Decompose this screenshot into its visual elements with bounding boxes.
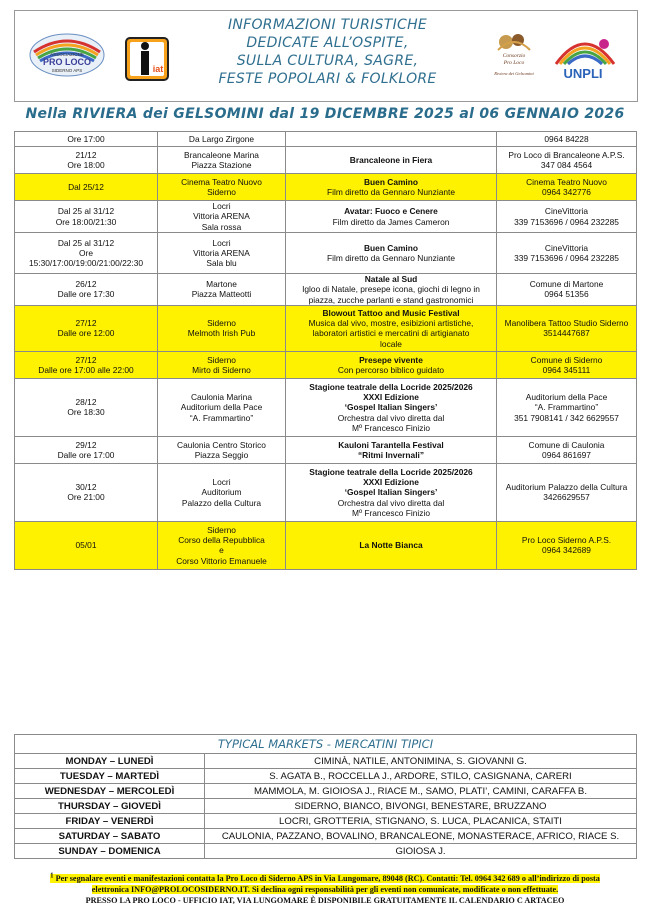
- event-contact-line: “A. Frammartino”: [534, 402, 599, 413]
- event-place-line: Sala rossa: [201, 221, 242, 232]
- footer-text-2a: elettronica: [91, 884, 131, 894]
- event-title-cell: [286, 378, 497, 436]
- event-description: locale: [380, 338, 402, 349]
- event-contact-line: 0964 342776: [542, 187, 591, 197]
- event-contact-line: Pro Loco di Brancaleone A.P.S.: [508, 149, 625, 160]
- event-title-cell: [286, 305, 497, 351]
- consorzio-logo-line2: Pro Loco: [503, 60, 525, 66]
- event-place-line: Martone: [206, 279, 237, 290]
- market-day: SUNDAY – DOMENICA: [15, 844, 205, 859]
- event-date-line: 29/12: [75, 439, 97, 450]
- proloco-logo-line3: SIDERNO APS: [51, 68, 83, 73]
- event-title: Kauloni Tarantella Festival: [338, 439, 444, 450]
- event-contact-line: 339 7153696 / 0964 232285: [514, 253, 619, 263]
- footer-text-1: Per segnalare eventi e manifestazioni contatta la Pro Loco di Siderno APS in Via Lungomare, 89048 (RC). Contatti: Tel. 0964 342 689 o all’indirizzo di posta: [55, 873, 600, 883]
- event-row: [15, 305, 637, 351]
- event-place-line: Piazza Seggio: [194, 449, 249, 460]
- event-contact: [497, 305, 637, 351]
- event-place: [158, 132, 286, 147]
- event-place: [158, 274, 286, 306]
- event-date-line: Dalle ore 17:00: [57, 449, 115, 460]
- event-contact-line: Comune di Siderno: [530, 354, 603, 365]
- title-line-1: INFORMAZIONI TURISTICHE: [227, 17, 428, 33]
- market-row: [15, 829, 637, 844]
- market-towns: LOCRI, GROTTERIA, STIGNANO, S. LUCA, PLACANICA, STAITI: [205, 814, 637, 829]
- event-contact-line: Cinema Teatro Nuovo: [526, 176, 607, 187]
- event-contact-line: Pro Loco Siderno A.P.S.: [521, 535, 612, 546]
- market-towns: SIDERNO, BIANCO, BIVONGI, BENESTARE, BRUZZANO: [205, 799, 637, 814]
- event-contact-line: 351 7908141 / 342 6629557: [514, 412, 619, 423]
- event-date-line: Dalle ore 12:00: [57, 328, 115, 339]
- event-title: Stagione teatrale della Locride 2025/2026: [309, 381, 473, 392]
- footnote-mark: 1: [50, 872, 54, 879]
- footer-text-2b: . Si declina ogni responsabilità per gli eventi non comunicate, modificate o non effettuate.: [247, 884, 559, 894]
- market-towns: GIOIOSA J.: [205, 844, 637, 859]
- event-contact-line: 347 084 4564: [540, 160, 593, 170]
- event-contact: [497, 174, 637, 201]
- event-subtitle: “Ritmi Invernali”: [357, 449, 425, 460]
- event-row: [15, 436, 637, 463]
- market-day: FRIDAY – VENERDÌ: [15, 814, 205, 829]
- event-contact: [497, 436, 637, 463]
- event-row: [15, 132, 637, 147]
- event-contact: [497, 147, 637, 174]
- event-title: Natale al Sud: [364, 274, 418, 284]
- event-date-line: 30/12: [75, 482, 97, 493]
- event-contact-line: 0964 84228: [544, 133, 589, 144]
- footer-line-2: [14, 884, 636, 895]
- event-row: [15, 274, 637, 306]
- event-contact-line: 0964 345111: [542, 364, 591, 375]
- event-place: [158, 351, 286, 378]
- event-place-line: Locri: [212, 237, 231, 248]
- market-row: [15, 799, 637, 814]
- event-place-line: e: [219, 545, 224, 556]
- event-description: Mº Francesco Finizio: [352, 422, 430, 433]
- date-range-subtitle: Nella RIVIERA dei GELSOMINI dal 19 DICEMBRE 2025 al 06 GENNAIO 2026: [25, 106, 625, 122]
- event-description: Orchestra dal vivo diretta dal: [337, 412, 445, 423]
- event-title: Brancaleone in Fiera: [349, 154, 433, 165]
- footer-note: [14, 870, 636, 906]
- event-place-line: Siderno: [207, 354, 236, 365]
- market-day: THURSDAY – GIOVEDÌ: [15, 799, 205, 814]
- event-place: [158, 378, 286, 436]
- event-description: Film diretto da Gennaro Nunziante: [326, 187, 456, 197]
- event-place: [158, 147, 286, 174]
- event-contact-line: 3514447687: [543, 328, 590, 339]
- event-place-line: Siderno: [207, 524, 236, 535]
- event-date: [15, 174, 158, 201]
- market-row: [15, 784, 637, 799]
- event-date-line: Dalle ore 17:00 alle 22:00: [38, 364, 134, 375]
- event-description: Igloo di Natale, presepe icona, giochi di legno in: [302, 284, 480, 295]
- event-title-cell: [286, 436, 497, 463]
- event-place-line: Mirto di Siderno: [192, 364, 251, 375]
- consorzio-logo: [486, 30, 542, 80]
- event-place-line: Piazza Stazione: [191, 160, 252, 170]
- event-description: Orchestra dal vivo diretta dal: [337, 497, 445, 508]
- events-table: [14, 131, 637, 570]
- markets-title: TYPICAL MARKETS - MERCATINI TIPICI: [15, 735, 637, 754]
- event-date-line: 26/12: [75, 279, 97, 290]
- event-place-line: Da Largo Zirgone: [188, 133, 255, 144]
- event-row: [15, 378, 637, 436]
- unpli-logo-text: UNPLI: [563, 66, 603, 81]
- event-date-line: Ore 17:00: [67, 133, 105, 144]
- event-contact-line: 339 7153696 / 0964 232285: [514, 216, 619, 227]
- event-contact: [497, 521, 637, 569]
- event-place: [158, 201, 286, 233]
- event-place-line: Vittoria ARENA: [193, 247, 250, 258]
- event-description: Mº Francesco Finizio: [352, 507, 430, 518]
- page-title: [175, 16, 480, 88]
- event-date-line: 15:30/17:00/19:00/21:00/22:30: [28, 258, 144, 269]
- event-place-line: Cinema Teatro Nuovo: [181, 176, 262, 187]
- market-row: [15, 844, 637, 859]
- event-place-line: Locri: [212, 201, 231, 212]
- market-row: [15, 769, 637, 784]
- event-date: [15, 305, 158, 351]
- event-place: [158, 521, 286, 569]
- event-row: [15, 521, 637, 569]
- market-day: WEDNESDAY – MERCOLEDÌ: [15, 784, 205, 799]
- event-date: [15, 201, 158, 233]
- event-date-line: Ore 18:00/21:30: [55, 216, 117, 227]
- event-contact-line: Comune di Caulonia: [528, 439, 605, 450]
- event-title: La Notte Bianca: [359, 540, 423, 551]
- proloco-logo-line1: ASSOCIAZIONE: [50, 52, 84, 57]
- event-place-line: Piazza Matteotti: [191, 289, 252, 300]
- event-place-line: Auditorium: [201, 487, 242, 498]
- event-title: Avatar: Fuoco e Cenere: [344, 206, 438, 217]
- event-date-line: Dal 25 al 31/12: [57, 237, 115, 248]
- proloco-logo: [28, 32, 106, 78]
- event-place-line: Sala blu: [206, 258, 237, 269]
- event-contact-line: Auditorium Palazzo della Cultura: [505, 482, 628, 493]
- market-day: MONDAY – LUNEDÌ: [15, 754, 205, 769]
- event-row: [15, 463, 637, 521]
- event-row: [15, 351, 637, 378]
- event-date-line: 27/12: [75, 318, 97, 329]
- event-date: [15, 147, 158, 174]
- event-place-line: Brancaleone Marina: [184, 149, 259, 160]
- event-date-line: Ore: [79, 247, 93, 258]
- event-row: [15, 174, 637, 201]
- event-title-cell: [286, 147, 497, 174]
- event-place-line: Vittoria ARENA: [193, 211, 250, 222]
- event-date-line: Dalle ore 17:30: [57, 289, 115, 300]
- market-row: [15, 754, 637, 769]
- event-title-cell: [286, 351, 497, 378]
- event-date: [15, 463, 158, 521]
- event-contact-line: 0964 51356: [544, 289, 589, 300]
- event-date-line: 05/01: [75, 540, 97, 551]
- footer-line-1: [14, 870, 636, 884]
- event-title-cell: [286, 132, 497, 147]
- event-contact: [497, 132, 637, 147]
- market-row: [15, 814, 637, 829]
- event-title: Buen Camino: [364, 242, 418, 253]
- event-description: Film diretto da Gennaro Nunziante: [326, 253, 456, 263]
- event-date-line: Dal 25/12: [68, 181, 104, 192]
- title-line-2: DEDICATE ALL’OSPITE,: [246, 35, 409, 51]
- event-subtitle: XXXI Edizione: [363, 391, 419, 402]
- footer-email-link[interactable]: INFO@PROLOCOSIDERNO.IT: [130, 884, 248, 894]
- event-place-line: Caulonia Marina: [191, 391, 252, 402]
- event-place-line: “A. Frammartino”: [189, 412, 254, 423]
- event-place: [158, 463, 286, 521]
- title-line-3: SULLA CULTURA, SAGRE,: [236, 53, 419, 69]
- market-towns: CIMINÀ, NATILE, ANTONIMINA, S. GIOVANNI G.: [205, 754, 637, 769]
- event-description: piazza, zucche parlanti e stand gastronomici: [308, 294, 474, 305]
- event-date-line: 21/12: [75, 149, 97, 160]
- event-contact-line: CineVittoria: [544, 206, 589, 217]
- consorzio-logo-line3: Riviera dei Gelsomini: [494, 71, 534, 76]
- event-date: [15, 233, 158, 274]
- iat-logo-text: iat: [152, 64, 164, 74]
- event-place: [158, 305, 286, 351]
- market-day: TUESDAY – MARTEDÌ: [15, 769, 205, 784]
- event-contact: [497, 463, 637, 521]
- event-title: Stagione teatrale della Locride 2025/2026: [309, 466, 473, 477]
- event-subtitle: ‘Gospel Italian Singers’: [344, 487, 438, 498]
- footer-line-3: PRESSO LA PRO LOCO - UFFICIO IAT, VIA LUNGOMARE È DISPONIBILE GRATUITAMENTE IL CALENDARIO C ARTACEO: [85, 895, 565, 905]
- market-day: SATURDAY – SABATO: [15, 829, 205, 844]
- event-date-line: Ore 18:00: [67, 160, 105, 170]
- event-title-cell: [286, 233, 497, 274]
- market-towns: S. AGATA B., ROCCELLA J., ARDORE, STILO, CASIGNANA, CARERI: [205, 769, 637, 784]
- markets-header-row: [15, 735, 637, 754]
- event-contact-line: CineVittoria: [544, 242, 589, 253]
- event-description: Film diretto da James Cameron: [332, 216, 450, 227]
- event-place-line: Siderno: [207, 187, 236, 197]
- event-contact-line: Comune di Martone: [529, 279, 604, 290]
- event-contact-line: 0964 342689: [542, 545, 591, 556]
- event-place-line: Corso Vittorio Emanuele: [176, 555, 267, 566]
- event-row: [15, 233, 637, 274]
- event-title-cell: [286, 521, 497, 569]
- event-contact-line: 0964 861697: [542, 449, 591, 460]
- event-place: [158, 174, 286, 201]
- event-title-cell: [286, 274, 497, 306]
- event-contact-line: 3426629557: [543, 492, 590, 503]
- event-date-line: 28/12: [75, 397, 97, 408]
- event-title: Presepe vivente: [359, 354, 423, 365]
- event-date-line: Ore 21:00: [67, 492, 105, 503]
- iat-logo: [124, 36, 170, 82]
- event-title: Buen Camino: [364, 176, 418, 187]
- event-place-line: Melmoth Irish Pub: [187, 328, 256, 339]
- event-row: [15, 201, 637, 233]
- event-contact-line: Manolibera Tattoo Studio Siderno: [504, 318, 629, 329]
- event-place: [158, 436, 286, 463]
- event-date-line: Dal 25 al 31/12: [57, 206, 115, 217]
- event-subtitle: ‘Gospel Italian Singers’: [344, 402, 438, 413]
- proloco-logo-line2: PRO LOCO: [42, 57, 92, 67]
- event-date: [15, 132, 158, 147]
- event-date: [15, 521, 158, 569]
- event-description: Musica dal vivo, mostre, esibizioni artistiche,: [308, 318, 474, 329]
- title-line-4: FESTE POPOLARI & FOLKLORE: [218, 71, 437, 87]
- event-title: Blowout Tattoo and Music Festival: [322, 307, 460, 318]
- event-place-line: Locri: [212, 476, 231, 487]
- event-contact-line: Auditorium della Pace: [525, 391, 608, 402]
- consorzio-logo-line1: Consorzio: [502, 53, 526, 59]
- event-date: [15, 378, 158, 436]
- event-contact: [497, 201, 637, 233]
- event-subtitle: XXXI Edizione: [363, 476, 419, 487]
- event-date-line: Ore 18:30: [67, 407, 105, 418]
- event-place-line: Auditorium della Pace: [180, 402, 263, 413]
- markets-table: [14, 734, 637, 859]
- market-towns: CAULONIA, PAZZANO, BOVALINO, BRANCALEONE, MONASTERACE, AFRICO, RIACE S.: [205, 829, 637, 844]
- event-title-cell: [286, 463, 497, 521]
- event-contact: [497, 378, 637, 436]
- event-title-cell: [286, 174, 497, 201]
- event-place-line: Corso della Repubblica: [178, 535, 265, 546]
- market-towns: MAMMOLA, M. GIOIOSA J., RIACE M., SAMO, PLATI’, CAMINI, CARAFFA B.: [205, 784, 637, 799]
- event-place-line: Palazzo della Cultura: [181, 497, 262, 508]
- event-row: [15, 147, 637, 174]
- event-description: Con percorso biblico guidato: [337, 364, 445, 375]
- event-date: [15, 274, 158, 306]
- event-place-line: Siderno: [207, 318, 236, 329]
- event-place: [158, 233, 286, 274]
- event-date: [15, 351, 158, 378]
- event-place-line: Caulonia Centro Storico: [177, 439, 266, 450]
- event-contact: [497, 274, 637, 306]
- event-date: [15, 436, 158, 463]
- event-title-cell: [286, 201, 497, 233]
- event-contact: [497, 233, 637, 274]
- event-description: laboratori artistici e mercatini di artigianato: [312, 328, 470, 339]
- event-date-line: 27/12: [75, 354, 97, 365]
- unpli-logo: [550, 30, 620, 82]
- event-contact: [497, 351, 637, 378]
